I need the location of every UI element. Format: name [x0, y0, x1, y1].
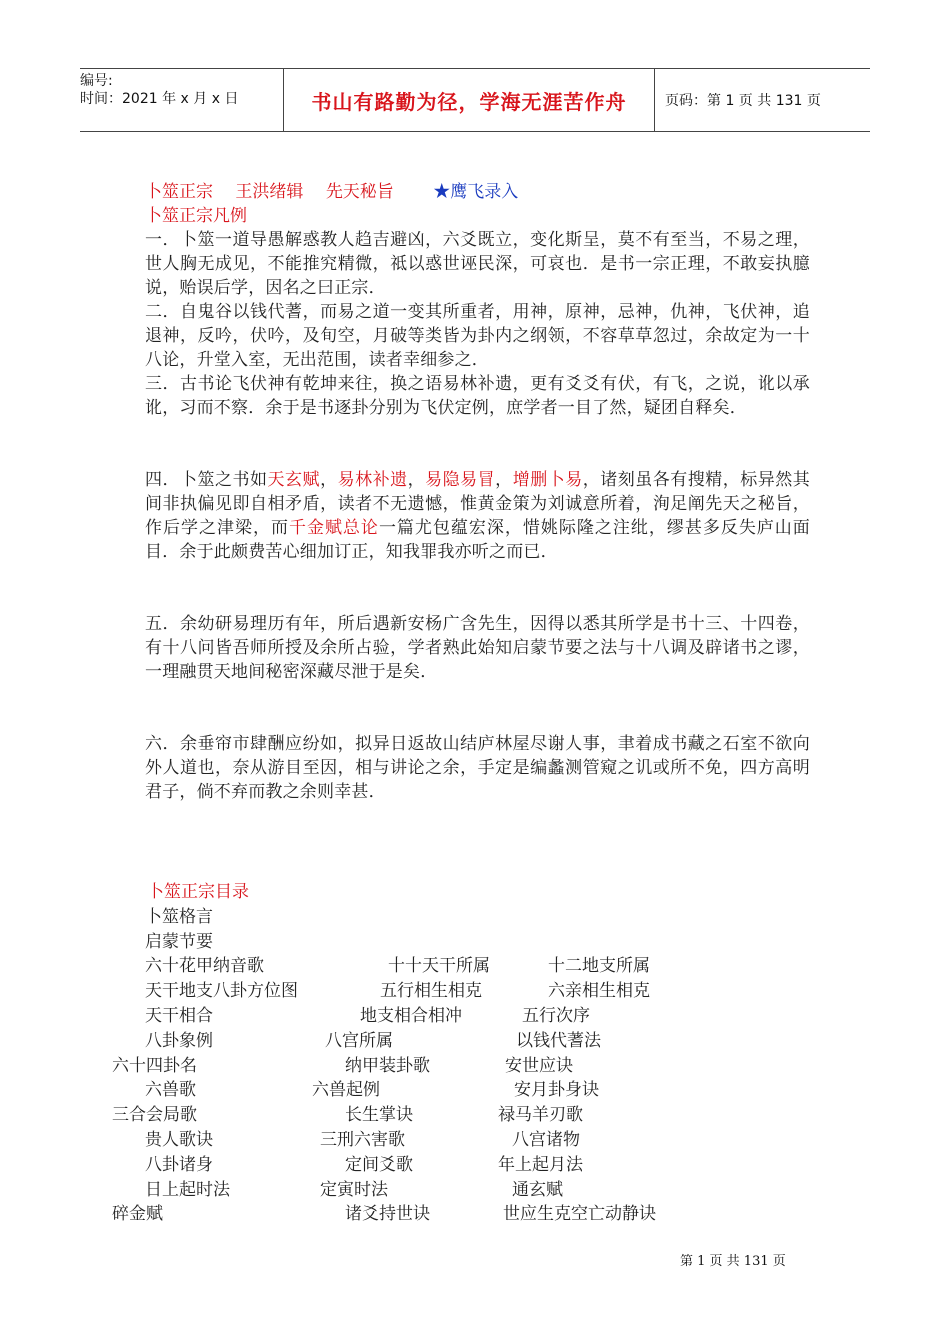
- toc-item: 长生掌诀: [345, 1105, 413, 1126]
- page-footer: 第 1 页 共 131 页: [680, 1254, 786, 1269]
- paragraph-3: 三．古书论飞伏神有乾坤来往，换之语易林补遗，更有爻爻有伏，有飞，之说，讹以承讹，习而不察．余于是书逐卦分别为飞伏定例，庶学者一目了然，疑团自释矣．: [145, 374, 810, 418]
- toc-item: 通玄赋: [512, 1179, 563, 1200]
- toc-item: 诸爻持世诀: [345, 1204, 430, 1225]
- book-ref: 增删卜易: [512, 470, 583, 490]
- toc-row: [0, 1178, 950, 1203]
- toc-row: [0, 905, 950, 930]
- paragraph-2: 二．自鬼谷以钱代蓍，而易之道一变其所重者，用神，原神，忌神，仇神，飞伏神，追退神，反吟，伏吟，及旬空，月破等类皆为卦内之纲领，不容草草忽过，余故定为一十八论，升堂入室，无出范围，读者幸细参之．: [145, 302, 810, 370]
- toc-title-row: [0, 880, 950, 905]
- transcriber: ★鹰飞录入: [433, 182, 519, 202]
- toc-row: [0, 1029, 950, 1054]
- toc-item: 启蒙节要: [145, 931, 213, 952]
- page-label: 页码：第 1 页 共 131 页: [665, 93, 821, 109]
- toc-item: 世应生克空亡动静诀: [503, 1204, 656, 1225]
- toc-row: [0, 1103, 950, 1128]
- p4-text: 一篇尤包蕴宏深，惜姚际隆之注纰，缪甚多反失庐山面目．余于此颇费苦心细加订正，知我罪我亦听之而已．: [145, 518, 810, 562]
- toc-item: 五行次序: [522, 1005, 590, 1026]
- toc-item: 十二地支所属: [548, 956, 650, 977]
- paragraph-5: 五．余幼研易理历有年，所后遇新安杨广含先生，因得以悉其所学是书十三、十四卷，有十八问皆吾师所授及余所占验，学者熟此始知启蒙节要之法与十八调及辟诸书之谬，一理融贯天地间秘密深藏尽泄于是矣．: [145, 614, 810, 682]
- toc-item: 以钱代蓍法: [516, 1030, 601, 1051]
- toc-item: 天干地支八卦方位图: [145, 981, 298, 1002]
- header-motto-cell: [283, 69, 655, 131]
- toc-item: 禄马羊刃歌: [498, 1105, 583, 1126]
- header-meta: [80, 69, 280, 131]
- toc-item: 八卦象例: [145, 1030, 213, 1051]
- toc-title: 卜筮正宗目录: [147, 882, 249, 902]
- toc-row: [0, 979, 950, 1004]
- book-ref: 千金赋总论: [288, 518, 379, 538]
- toc-item: 六兽起例: [312, 1080, 380, 1101]
- paragraph-6: 六．余垂帘市肆酬应纷如，拟异日返故山结庐林屋尽谢人事，聿着成书藏之石室不欲向外人道也，奈从游目至因，相与讲论之余，手定是编蠡测管窥之讥或所不免，四方高明君子，倘不弃而教之余则幸甚．: [145, 734, 810, 802]
- page-header: [80, 68, 870, 132]
- section-title: 卜筮正宗凡例: [145, 206, 247, 226]
- toc-item: 六十花甲纳音歌: [145, 956, 264, 977]
- toc-item: 定寅时法: [320, 1179, 388, 1200]
- p4-text: ，: [495, 470, 513, 490]
- title-line: [145, 180, 810, 204]
- toc-row: [0, 1004, 950, 1029]
- p4-text: ，: [407, 470, 426, 490]
- toc-item: 六亲相生相克: [548, 981, 650, 1002]
- p4-text: ，诸刻虽各有搜精，标异然其间非执偏见即自相矛盾，读者不无遗憾，惟黄金策为刘诚意所着，洵足阐先天之秘旨，作后学之津梁，而: [145, 470, 810, 538]
- toc-item: 贵人歌诀: [145, 1129, 213, 1150]
- toc-item: 年上起月法: [498, 1154, 583, 1175]
- p4-text: ，: [320, 470, 338, 490]
- toc-item: 安月卦身诀: [514, 1080, 599, 1101]
- book-ref: 易林补遗: [337, 470, 408, 490]
- toc-item: 天干相合: [145, 1005, 213, 1026]
- toc-item: 安世应诀: [505, 1055, 573, 1076]
- toc-item: 卜筮格言: [145, 906, 213, 927]
- book-ref: 易隐易冒: [425, 470, 496, 490]
- toc-item: 定间爻歌: [345, 1154, 413, 1175]
- toc-item: 日上起时法: [145, 1179, 230, 1200]
- toc-item: 六兽歌: [145, 1080, 196, 1101]
- toc-item: 十十天干所属: [388, 956, 490, 977]
- toc-item: 地支相合相冲: [360, 1005, 462, 1026]
- toc-row: [0, 1054, 950, 1079]
- toc-row: [0, 954, 950, 979]
- toc-item: 五行相生相克: [380, 981, 482, 1002]
- toc-row: [0, 930, 950, 955]
- table-of-contents: [0, 880, 950, 1227]
- toc-row: [0, 1153, 950, 1178]
- editor: 王洪绪辑: [235, 182, 304, 202]
- toc-item: 六十四卦名: [112, 1055, 197, 1076]
- book-ref: 天玄赋: [267, 470, 321, 490]
- toc-item: 八宫诸物: [512, 1129, 580, 1150]
- p4-text: 四．卜筮之书如: [145, 470, 268, 490]
- document-body: [145, 180, 810, 804]
- toc-row: [0, 1128, 950, 1153]
- paragraph-1: 一．卜筮一道导愚解惑教人趋吉避凶，六爻既立，变化斯呈，莫不有至当，不易之理，世人胸无成见，不能推究精微，祗以惑世诬民深，可哀也．是书一宗正理，不敢妄执臆说，贻误后学，因名之曰正宗．: [145, 230, 810, 298]
- toc-item: 纳甲装卦歌: [345, 1055, 430, 1076]
- date-label: 时间：2021 年 x 月 x 日: [80, 91, 239, 107]
- toc-item: 八宫所属: [325, 1030, 393, 1051]
- paragraph-4: [145, 468, 810, 564]
- book-title: 卜筮正宗: [145, 182, 213, 202]
- toc-item: 八卦诸身: [145, 1154, 213, 1175]
- subtitle: 先天秘旨: [325, 182, 394, 202]
- toc-item: 碎金赋: [112, 1204, 163, 1225]
- number-label: 编号:: [80, 73, 113, 89]
- motto: 书山有路勤为径，学海无涯苦作舟: [311, 89, 627, 114]
- toc-item: 三刑六害歌: [320, 1129, 405, 1150]
- toc-row: [0, 1078, 950, 1103]
- toc-item: 三合会局歌: [112, 1105, 197, 1126]
- toc-row: [0, 1202, 950, 1227]
- header-page-cell: [665, 69, 870, 131]
